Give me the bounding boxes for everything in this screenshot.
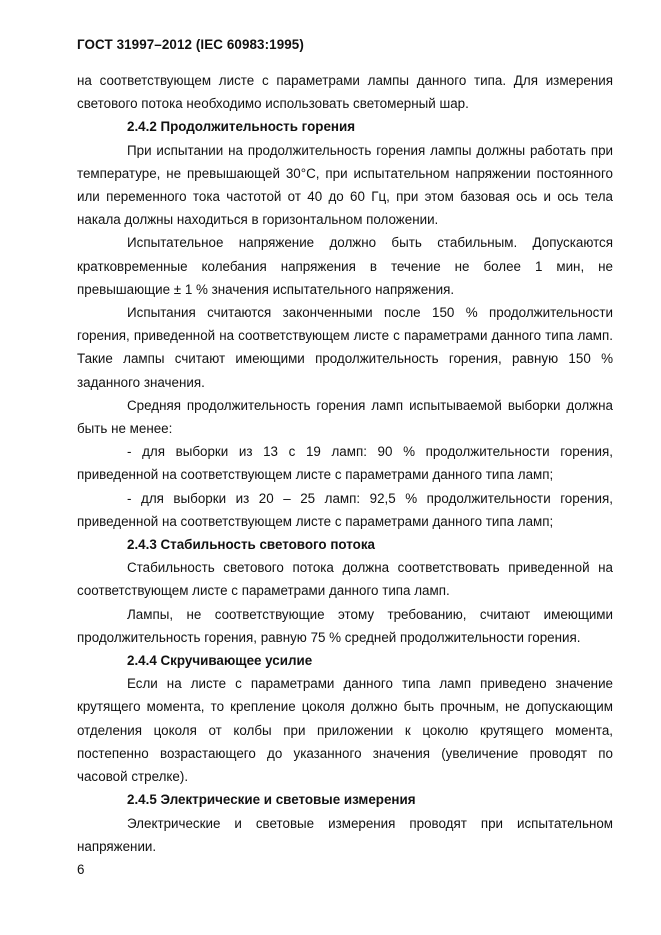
- paragraph: на соответствующем листе с параметрами лампы данного типа. Для измерения светового потока необходимо использовать светомерный шар.: [77, 73, 613, 112]
- section-heading-2-4-5: 2.4.5 Электрические и световые измерения: [127, 792, 416, 808]
- page-number: 6: [77, 862, 85, 877]
- document-header: ГОСТ 31997–2012 (IEC 60983:1995): [77, 37, 304, 52]
- document-body: [77, 69, 613, 858]
- paragraph: Средняя продолжительность горения ламп испытываемой выборки должна быть не менее:: [77, 397, 613, 437]
- section-heading-2-4-2: 2.4.2 Продолжительность горения: [127, 119, 356, 135]
- paragraph: При испытании на продолжительность горения лампы должны работать при температуре, не превышающей 30°С, при испытательном напряжении постоянного или переменного тока частотой от 40 до 60 Гц, при этом базовая ось и ось тела накала должны находиться в горизонтальном положении.: [77, 142, 613, 228]
- paragraph: Стабильность светового потока должна соответствовать приведенной на соответствующем листе с параметрами данного типа ламп.: [77, 560, 613, 599]
- paragraph: Если на листе с параметрами данного типа ламп приведено значение крутящего момента, то крепление цоколя должно быть прочным, не допускающим отделения цоколя от колбы при приложении к цоколю крутящего момента, постепенно возрастающего до указанного значения (увеличение проводят по часовой стрелке).: [77, 676, 613, 785]
- list-item: - для выборки из 20 – 25 ламп: 92,5 % продолжительности горения, приведенной на соответствующем листе с параметрами данного типа ламп;: [77, 490, 613, 529]
- paragraph: Испытания считаются законченными после 150 % продолжительности горения, приведенной на соответствующем листе с параметрами данного типа ламп. Такие лампы считают имеющими продолжительность горения, равную 150 % заданного значения.: [77, 305, 613, 390]
- section-heading-2-4-4: 2.4.4 Скручивающее усилие: [127, 653, 313, 669]
- section-heading-2-4-3: 2.4.3 Стабильность светового потока: [127, 537, 375, 553]
- paragraph: Лампы, не соответствующие этому требованию, считают имеющими продолжительность горения, равную 75 % средней продолжительности горения.: [77, 606, 613, 645]
- paragraph: Испытательное напряжение должно быть стабильным. Допускаются кратковременные колебания напряжения в течение не более 1 мин, не превышающие ± 1 % значения испытательного напряжения.: [77, 235, 613, 297]
- paragraph: Электрические и световые измерения проводят при испытательном напряжении.: [77, 815, 613, 854]
- list-item: - для выборки из 13 с 19 ламп: 90 % продолжительности горения, приведенной на соответствующем листе с параметрами данного типа ламп;: [77, 444, 613, 483]
